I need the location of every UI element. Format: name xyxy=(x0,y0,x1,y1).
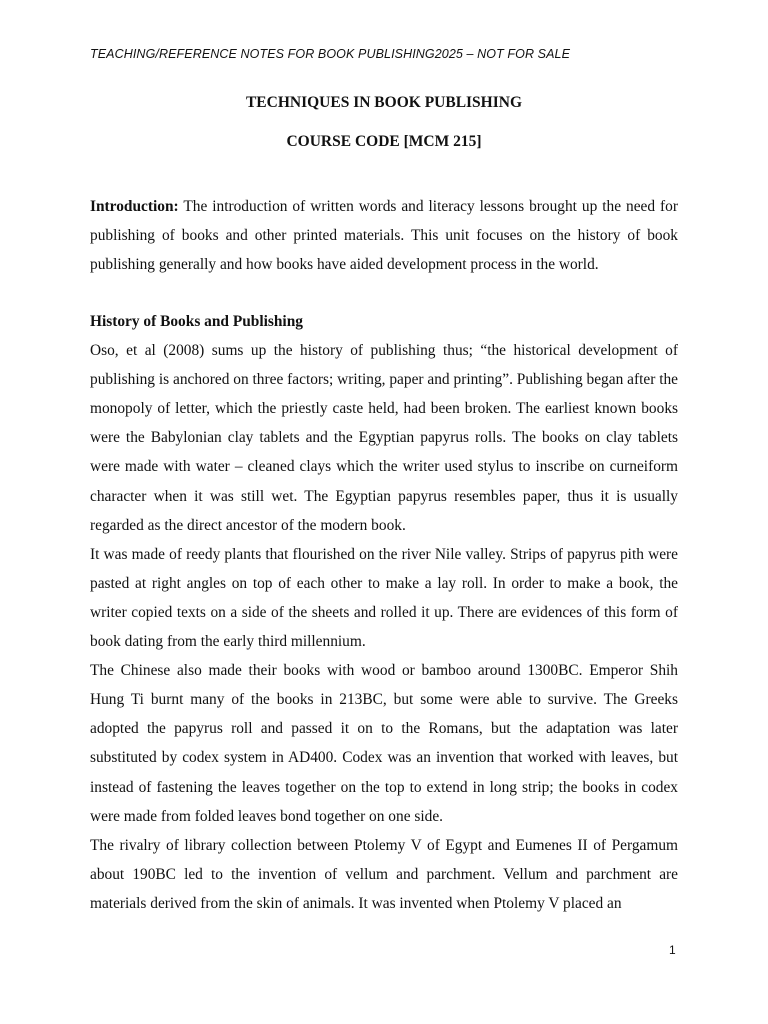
introduction-text: The introduction of written words and literacy lessons brought up the need for publishing of books and other printed materials. This unit focuses on the history of book publishing generally and how books have aided development process in the world. xyxy=(90,198,678,274)
section-heading: History of Books and Publishing xyxy=(90,313,303,330)
page-number: 1 xyxy=(669,943,676,957)
document-title: TECHNIQUES IN BOOK PUBLISHING xyxy=(245,94,523,111)
course-code: COURSE CODE [MCM 215] xyxy=(286,133,482,150)
paragraph-2: It was made of reedy plants that flourished on the river Nile valley. Strips of papyrus pith were pasted at right angles on top of each other to make a lay roll. In order to make a book, the writer copied texts on a side of the sheets and rolled it up. There are evidences of this form of book dating from the early third millennium. xyxy=(90,545,678,651)
introduction-label: Introduction: xyxy=(90,198,179,215)
paragraph-1: Oso, et al (2008) sums up the history of publishing thus; “the historical development of publishing is anchored on three factors; writing, paper and printing”. Publishing began after the monopoly of letter, which the priestly caste held, had been broken. The earliest known books were the Babylonian clay tablets and the Egyptian papyrus rolls. The books on clay tablets were made with water – cleaned clays which the writer used stylus to inscribe on curneiform character when it was still wet. The Egyptian papyrus resembles paper, thus it is usually regarded as the direct ancestor of the modern book. xyxy=(90,342,678,534)
history-section xyxy=(90,307,678,918)
introduction-paragraph xyxy=(90,192,678,279)
running-header: TEACHING/REFERENCE NOTES FOR BOOK PUBLISHING2025 – NOT FOR SALE xyxy=(90,47,571,61)
paragraph-3: The Chinese also made their books with wood or bamboo around 1300BC. Emperor Shih Hung Ti burnt many of the books in 213BC, but some were able to survive. The Greeks adopted the papyrus roll and passed it on to the Romans, but the adaptation was later substituted by codex system in AD400. Codex was an invention that worked with leaves, but instead of fastening the leaves together on the top to extend in long strip; the books in codex were made from folded leaves bond together on one side. xyxy=(90,662,678,825)
paragraph-4: The rivalry of library collection between Ptolemy V of Egypt and Eumenes II of Pergamum about 190BC led to the invention of vellum and parchment. Vellum and parchment are materials derived from the skin of animals. It was invented when Ptolemy V placed an xyxy=(90,836,678,912)
